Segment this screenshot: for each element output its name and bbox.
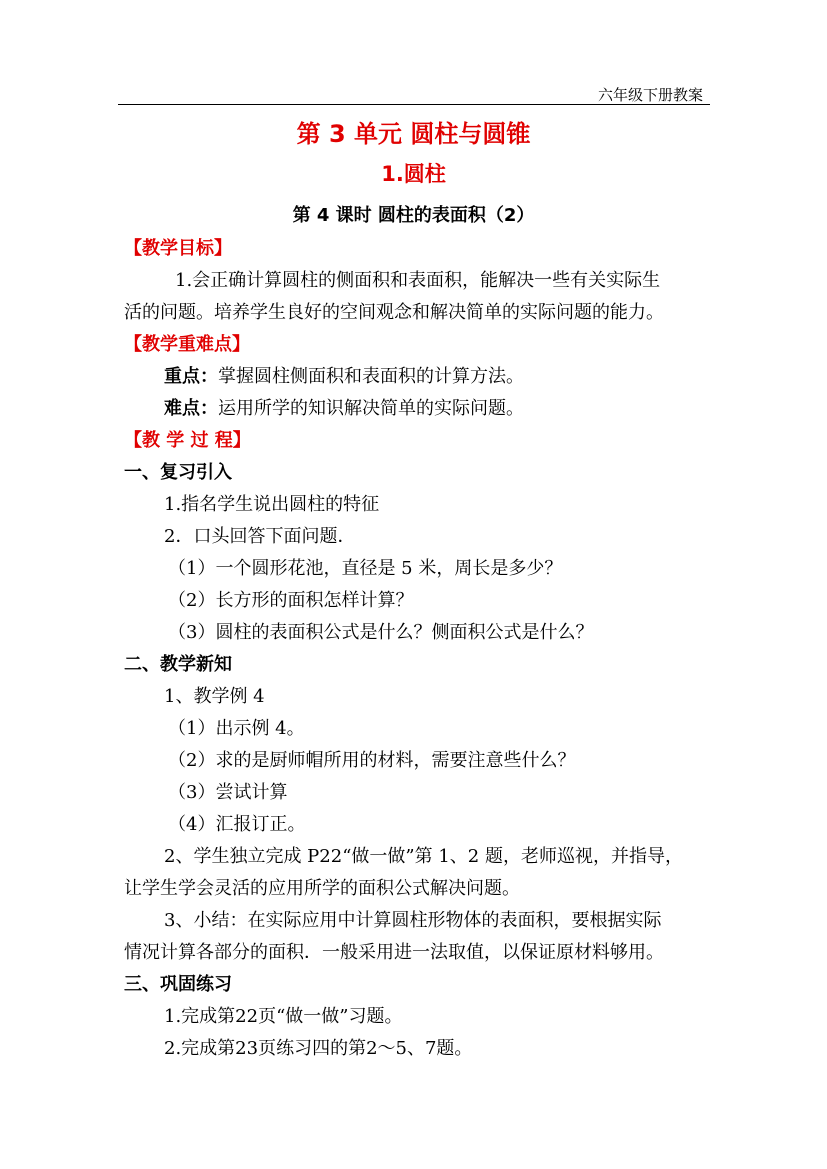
part1-item: 2．口头回答下面问题．: [164, 526, 356, 547]
part2-item: （1）出示例 4。: [168, 718, 305, 739]
unit-title: 第 3 单元 圆柱与圆锥: [296, 120, 531, 148]
part1-item: （2）长方形的面积怎样计算？: [168, 590, 414, 611]
process-heading: 【教 学 过 程】: [124, 430, 251, 451]
part2-item: 3、小结：在实际应用中计算圆柱形物体的表面积，要根据实际: [164, 910, 662, 931]
focus-text: 掌握圆柱侧面积和表面积的计算方法。: [218, 366, 524, 387]
part1-item: （3）圆柱的表面积公式是什么？侧面积公式是什么？: [168, 622, 594, 643]
key-points-heading: 【教学重难点】: [124, 334, 250, 355]
part2-item: 2、学生独立完成 P22“做一做”第 1、2 题，老师巡视，并指导，: [164, 846, 683, 867]
difficulty-text: 运用所学的知识解决简单的实际问题。: [218, 398, 524, 419]
focus-label: 重点：: [164, 366, 218, 387]
part2-item: 情况计算各部分的面积．一般采用进一法取值，以保证原材料够用。: [124, 942, 664, 963]
part3-heading: 三、巩固练习: [124, 974, 232, 995]
difficulty-line: [164, 394, 524, 420]
part1-item: （1）一个圆形花池，直径是 5 米，周长是多少？: [168, 558, 563, 579]
part1-item: 1.指名学生说出圆柱的特征: [164, 494, 380, 515]
objectives-heading: 【教学目标】: [124, 238, 232, 259]
difficulty-label: 难点：: [164, 398, 218, 419]
focus-line: [164, 362, 524, 388]
header-rule: [118, 104, 710, 105]
objectives-line-1: 1.会正确计算圆柱的侧面积和表面积，能解决一些有关实际生: [175, 270, 661, 291]
part2-heading: 二、教学新知: [124, 654, 232, 675]
part2-item: 让学生学会灵活的应用所学的面积公式解决问题。: [124, 878, 520, 899]
lesson-title: 第 4 课时 圆柱的表面积（2）: [292, 205, 535, 226]
part2-item: （2）求的是厨师帽所用的材料，需要注意些什么？: [168, 750, 576, 771]
part2-item: （3）尝试计算: [168, 782, 288, 803]
part2-item: 1、教学例 4: [164, 686, 265, 707]
part2-item: （4）汇报订正。: [168, 814, 306, 835]
part3-item: 1.完成第22页“做一做”习题。: [164, 1006, 403, 1027]
part1-heading: 一、复习引入: [124, 462, 232, 483]
objectives-line-2: 活的问题。培养学生良好的空间观念和解决简单的实际问题的能力。: [124, 302, 664, 323]
header-text: 六年级下册教案: [597, 86, 703, 104]
part3-item: 2.完成第23页练习四的第2～5、7题。: [164, 1038, 473, 1059]
section-title: 1.圆柱: [381, 162, 446, 186]
